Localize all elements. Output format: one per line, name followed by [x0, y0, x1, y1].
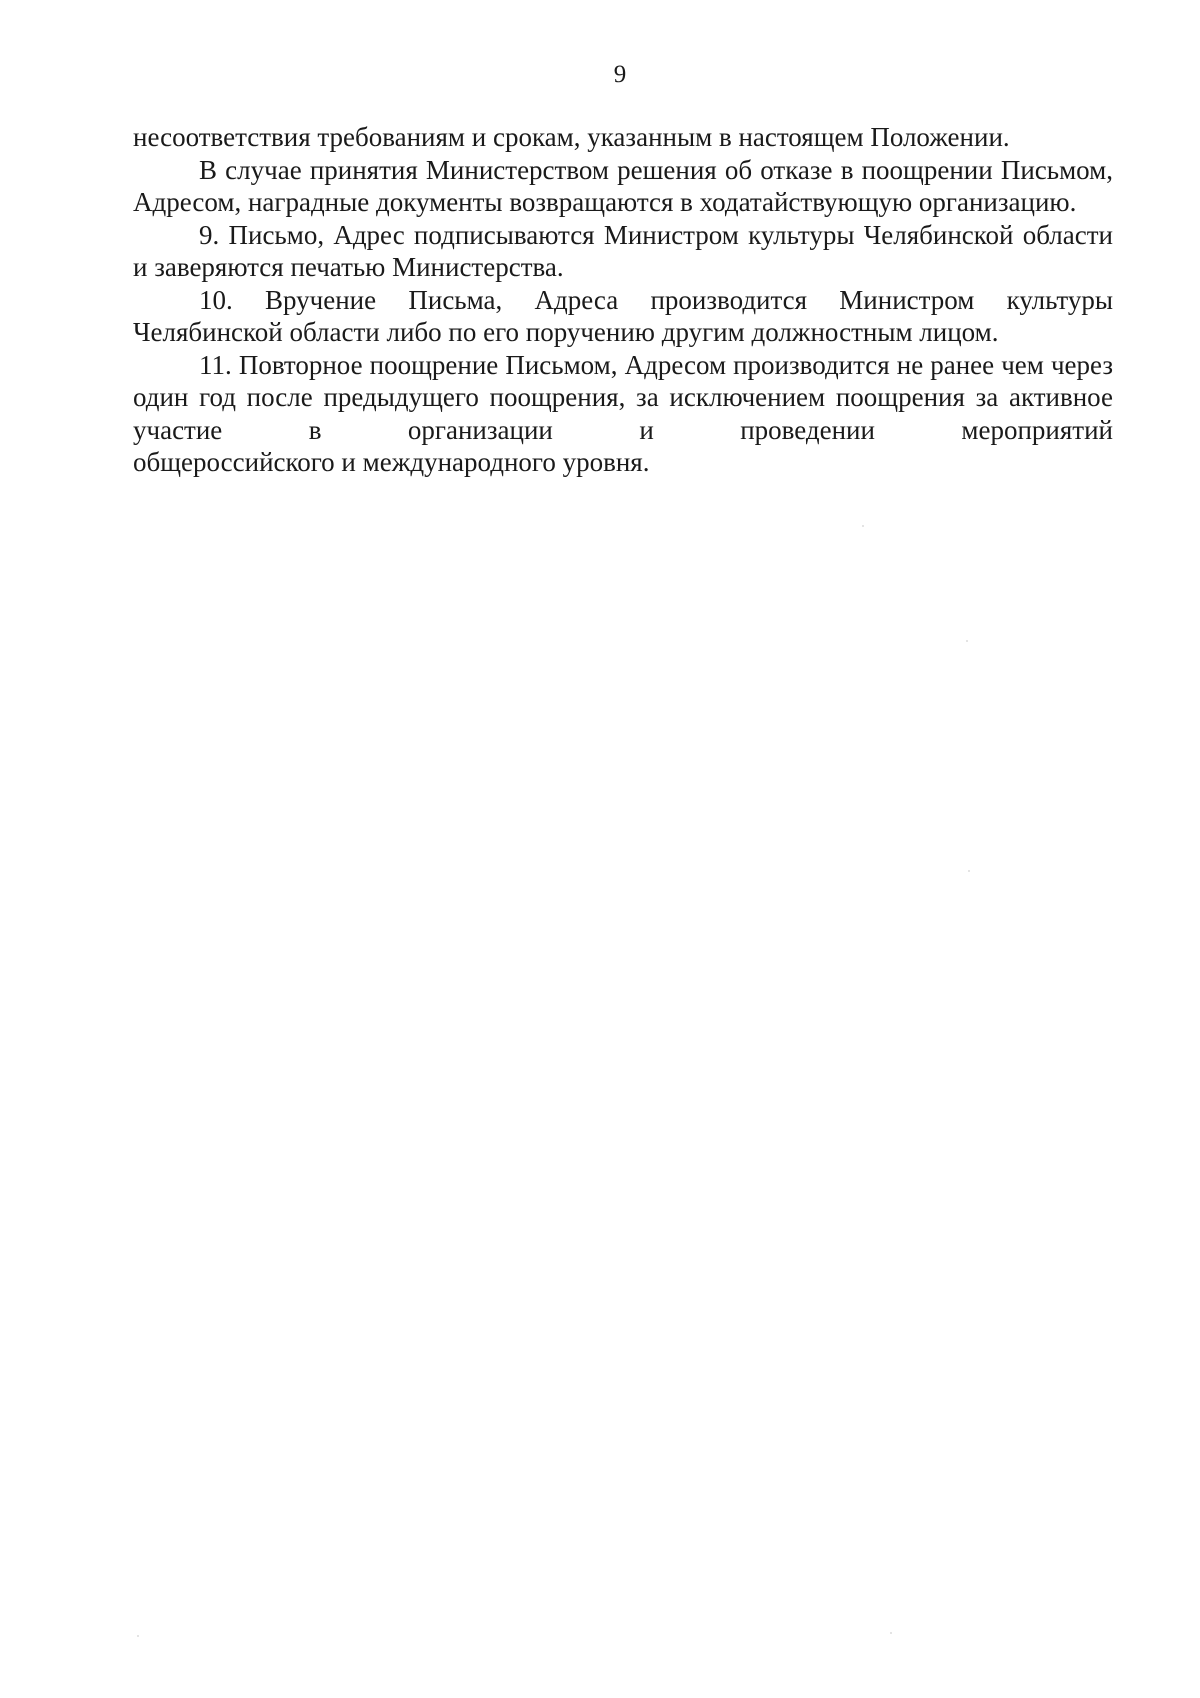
paragraph-refusal: В случае принятия Министерством решения об отказе в поощрении Письмом, Адресом, наградные документы возвращаются в ходатайствующую организацию. [133, 154, 1113, 217]
paragraph-item-11-end: общероссийского и международного уровня. [133, 447, 650, 477]
paragraph-continuation: несоответствия требованиям и срокам, указанным в настоящем Положении. [133, 122, 1010, 152]
scan-speck [968, 870, 970, 872]
scan-speck [137, 1635, 139, 1637]
scan-speck [966, 640, 968, 642]
page-number: 9 [613, 61, 627, 88]
document-body [133, 121, 1113, 479]
scan-speck [890, 1632, 892, 1634]
paragraph-item-10: 10. Вручение Письма, Адреса производится Министром культуры Челябинской области либо по его поручению другим должностным лицом. [133, 284, 1113, 347]
scan-speck [862, 525, 864, 527]
paragraph-item-11: 11. Повторное поощрение Письмом, Адресом производится не ранее чем через один год после предыдущего поощрения, за исключением поощрения за активное участие в организации и проведении мероприятий [133, 349, 1113, 445]
paragraph-item-9: 9. Письмо, Адрес подписываются Министром культуры Челябинской области и заверяются печатью Министерства. [133, 219, 1113, 282]
